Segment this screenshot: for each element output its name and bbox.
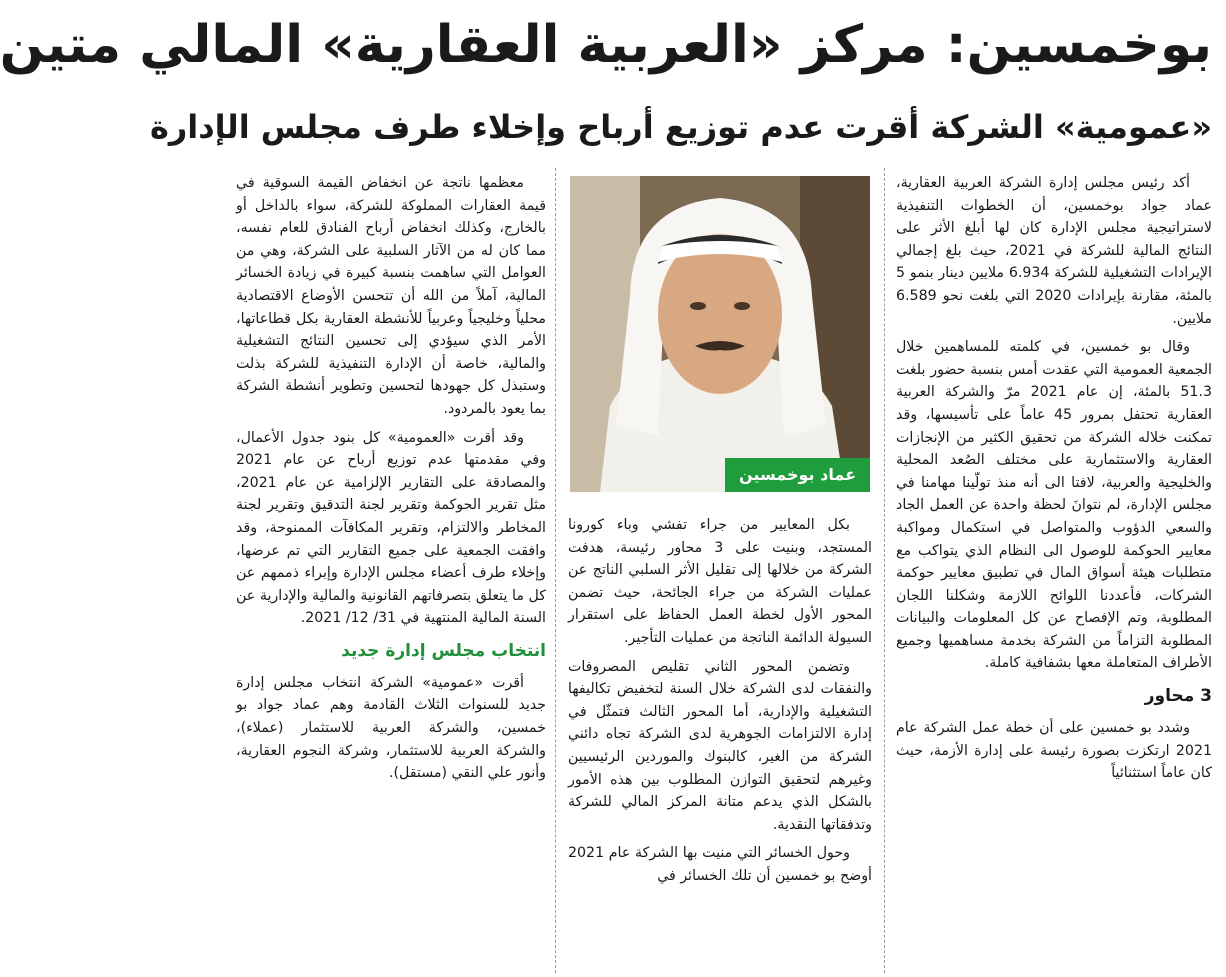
headline: بوخمسين: مركز «العربية العقارية» المالي متين: [0, 15, 1212, 75]
column-3-paragraph-3: أقرت «عمومية» الشركة انتخاب مجلس إدارة جديد للسنوات الثلاث القادمة وهم عماد جواد بو خمسين، والشركة العربية للاستثمار (عملاء)، والشركة العربية للاستثمار، وشركة النجوم العقارية، وأنور علي النقي (مستقل).: [236, 674, 546, 782]
column-2-paragraph-1: بكل المعايير من جراء تفشي وباء كورونا المستجد، وبنيت على 3 محاور رئيسة، هدفت الشركة من خلالها إلى تقليل الأثر السلبي الناتج عن عمليات الشركة من جراء الجائحة، حيث تضمن المحور الأول لخطة العمل الحفاظ على استقرار السيولة الدائمة الناتجة من عمليات التأجير.: [568, 517, 872, 646]
column-3-paragraph-2: وقد أقرت «العمومية» كل بنود جدول الأعمال، وفي مقدمتها عدم توزيع أرباح عن عام 2021 والمصادقة على التقارير الإلزامية عن عام 2021، مثل تقرير الحوكمة وتقرير لجنة التدقيق وتقرير لجنة المخاطر والالتزام، وتقرير المكافآت الممنوحة، وقد وافقت الجمعية على جميع التقارير التي تم عرضها، وإخلاء طرف أعضاء مجلس الإدارة وإبراء ذممهم عن كل ما يتعلق بتصرفاتهم القانونية والمالية والإدارية عن السنة المالية المنتهية في 31/ 12/ 2021.: [236, 429, 546, 627]
column-3-paragraph-1: معظمها ناتجة عن انخفاض القيمة السوقية في قيمة العقارات المملوكة للشركة، سواء بالداخل أو بالخارج، وكذلك انخفاض أرباح الفنادق للعام نفسه، مما كان له من الآثار السلبية على الشركة، وهي من العوامل التي ساهمت بنسبة كبيرة في زيادة الخسائر المالية، آملاً من الله أن تتحسن الأوضاع الاقتصادية محلياً وخليجياً وعربياً للأنشطة العقارية بكل قطاعاتها، الأمر الذي سيؤدي إلى تحسين النتائج التشغيلية والمالية، خاصة أن الإدارة التنفيذية للشركة بذلت وستبذل كل جهودها لتحسين وتطوير أنشطة الشركة بما يعود بالمردود.: [236, 175, 546, 417]
subheadline: «عمومية» الشركة أقرت عدم توزيع أرباح وإخلاء طرف مجلس الإدارة: [149, 108, 1212, 146]
column-divider-right: [884, 168, 885, 973]
column-1-paragraph-2: وقال بو خمسين، في كلمته للمساهمين خلال الجمعية العمومية التي عقدت أمس بنسبة حضور بلغت 51.3 بالمئة، إن عام 2021 مرّ والشركة العربية العقارية تحتفل بمرور 45 عاماً على تأسيسها، وقد تمكنت خلاله الشركة من تحقيق الكثير من الإنجازات العقارية والاستثمارية على مختلف الصُعد المحلية والخليجية والعربية، لافتا الى أنه منذ تولّينا مهامنا في مجلس الإدارة، لم نتوانَ لحظة واحدة عن العمل الجاد والسعي الدؤوب والمتواصل في استكمال ومواكبة معايير الحوكمة للوصول الى النظام الذي يتواكب مع متطلبات هيئة أسواق المال في تطبيق معايير حوكمة الشركات، فأعددنا اللوائح اللازمة وشكلنا اللجان المطلوبة، وتم الإفصاح عن كل المعلومات والبيانات المطلوبة التزاماً من الشركة بخدمة مساهميها وجميع الأطراف المتعاملة معها بشفافية كاملة.: [896, 339, 1212, 672]
portrait-illustration: [570, 176, 870, 492]
column-3-subhead: انتخاب مجلس إدارة جديد: [341, 640, 546, 661]
portrait-photo: [570, 176, 870, 492]
article-column-1: [896, 172, 1212, 974]
column-2-paragraph-3: وحول الخسائر التي منيت بها الشركة عام 2021 أوضح بو خمسين أن تلك الخسائر في: [568, 845, 872, 884]
column-1-paragraph-3: وشدد بو خمسين على أن خطة عمل الشركة عام 2021 ارتكزت بصورة رئيسة على إدارة الأزمة، حيث كان عاماً استثنائياً: [896, 720, 1212, 782]
column-1-subhead: 3 محاور: [1144, 686, 1212, 707]
column-divider-left: [555, 168, 556, 973]
photo-caption: عماد بوخمسين: [725, 458, 870, 492]
article-column-2: [568, 514, 872, 974]
column-1-paragraph-1: أكد رئيس مجلس إدارة الشركة العربية العقارية، عماد جواد بوخمسين، أن الخطوات التنفيذية لاستراتيجية مجلس الإدارة كان لها أبلغ الأثر على النتائج المالية للشركة في 2021، حيث بلغ إجمالي الإيرادات التشغيلية للشركة 6.934 ملايين دينار بنمو 5 بالمئة، مقارنة بإيرادات 2020 التي بلغت نحو 6.589 ملايين.: [896, 175, 1212, 327]
column-2-paragraph-2: وتضمن المحور الثاني تقليص المصروفات والنفقات لدى الشركة خلال السنة لتخفيض تكاليفها التشغيلية والإدارية، أما المحور الثالث فتمثّل في إدارة الالتزامات الجوهرية لدى الشركة تجاه دائني الشركة من الغير، كالبنوك والموردين الرئيسيين وغيرهم لتحقيق التوازن المطلوب بين هذه الأمور بالشكل الذي يدعم متانة المركز المالي للشركة وتدفقاتها النقدية.: [568, 658, 872, 833]
article-column-3: [236, 172, 546, 974]
